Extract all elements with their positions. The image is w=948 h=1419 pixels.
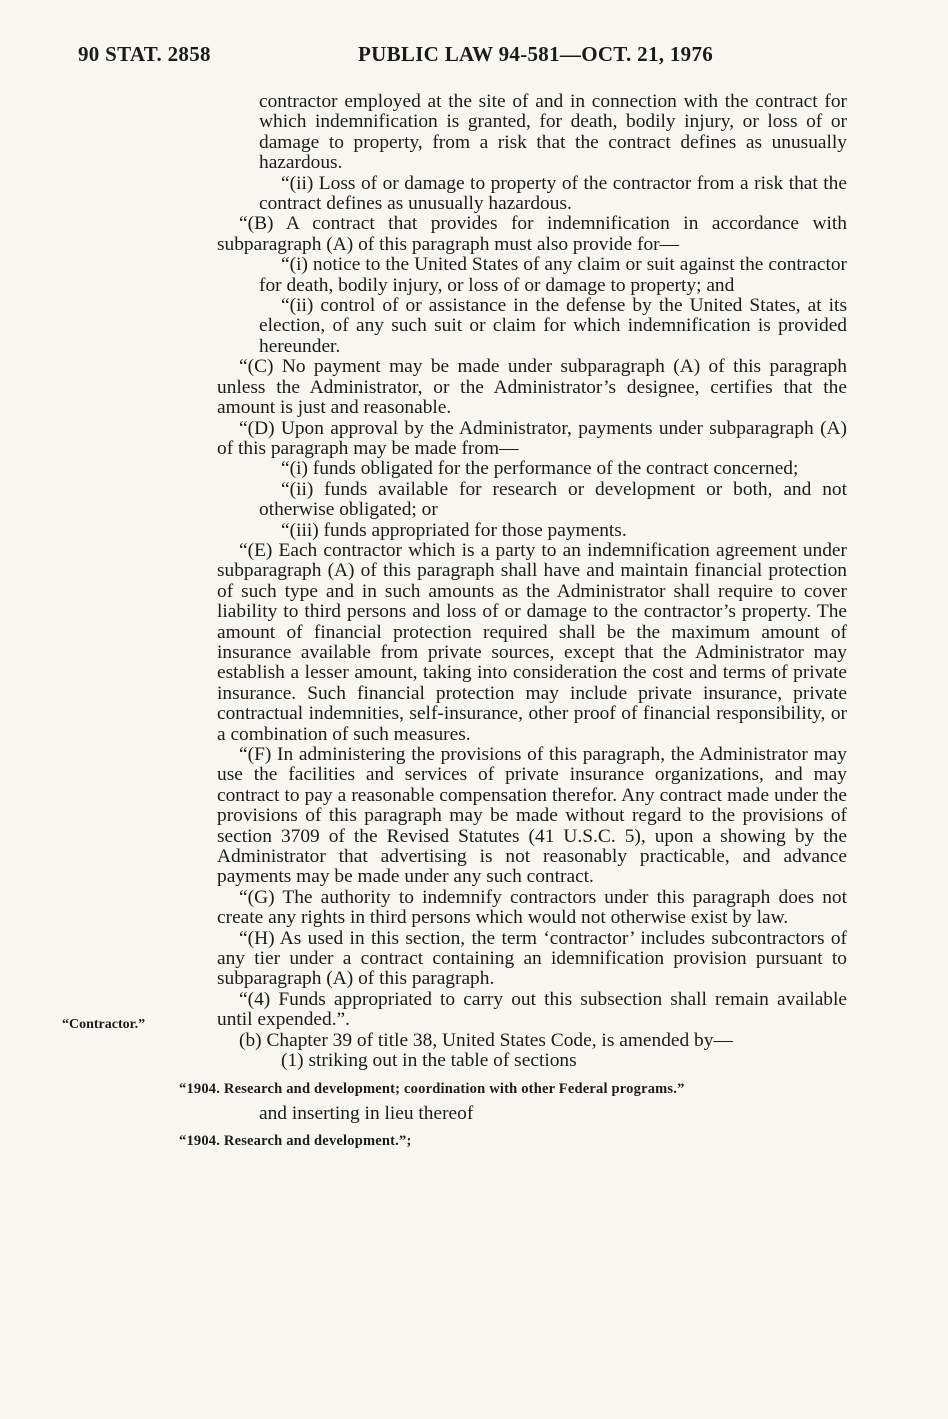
paragraph: “(H) As used in this section, the term ‘contractor’ includes subcontractors of any tier under a contract containing an idemnification provision pursuant to subparagraph (A) of this paragraph. [217,927,847,990]
paragraph: “(iii) funds appropriated for those payments. [281,519,627,541]
paragraph: “(C) No payment may be made under subparagraph (A) of this paragraph unless the Administrator, or the Administrator’s designee, certifies that the amount is just and reasonable. [217,356,847,419]
paragraph: “(ii) Loss of or damage to property of the contractor from a risk that the contract defines as unusually hazardous. [259,172,847,215]
table-entry-new: “1904. Research and development.”; [179,1132,412,1149]
paragraph: contractor employed at the site of and in connection with the contract for which indemnification is granted, for death, bodily injury, or loss of or damage to property, from a risk that the contract defines as unusually hazardous. [259,91,847,174]
paragraph: “(E) Each contractor which is a party to an indemnification agreement under subparagraph (A) of this paragraph shall have and maintain financial protection of such type and in such amounts as the Administrator shall require to cover liability to third persons and loss of or damage to the contractor’s property. The amount of financial protection required shall be the maximum amount of insurance available from private sources, except that the Administrator may establish a lesser amount, taking into consideration the cost and terms of private insurance. Such financial protection may include private insurance, private contractual indemnities, self-insurance, other proof of financial responsibility, or a combination of such measures. [217,539,847,745]
paragraph: “(F) In administering the provisions of this paragraph, the Administrator may use the facilities and services of private insurance organizations, and may contract to pay a reasonable compensation therefor. Any contract made under the provisions of this paragraph may be made without regard to the provisions of section 3709 of the Revised Statutes (41 U.S.C. 5), upon a showing by the Administrator that advertising is not reasonably practicable, and advance payments may be made under any such contract. [217,744,847,888]
paragraph: “(ii) funds available for research or development or both, and not otherwise obligated; or [259,478,847,521]
paragraph: “(G) The authority to indemnify contractors under this paragraph does not create any rights in third persons which would not otherwise exist by law. [217,886,847,929]
body-text [179,91,847,1156]
paragraph: “(ii) control of or assistance in the defense by the United States, at its election, of any such suit or claim for which indemnification is provided hereunder. [259,295,847,357]
paragraph: “(i) funds obligated for the performance of the contract concerned; [281,458,799,480]
paragraph: “(4) Funds appropriated to carry out this subsection shall remain available until expended.”. [217,988,847,1031]
paragraph: “(D) Upon approval by the Administrator, payments under subparagraph (A) of this paragraph may be made from— [217,417,847,459]
margin-note-contractor: “Contractor.” [62,1017,146,1032]
inserting-line: and inserting in lieu thereof [259,1102,474,1124]
page-header [78,42,888,70]
public-law-title: PUBLIC LAW 94-581—OCT. 21, 1976 [358,42,714,66]
paragraph: (b) Chapter 39 of title 38, United States Code, is amended by— [239,1029,733,1051]
table-entry-old: “1904. Research and development; coordination with other Federal programs.” [179,1080,685,1097]
statute-page-number: 90 STAT. 2858 [78,42,211,66]
paragraph: “(B) A contract that provides for indemnification in accordance with subparagraph (A) of this paragraph must also provide for— [217,213,847,255]
paragraph: “(i) notice to the United States of any claim or suit against the contractor for death, bodily injury, or loss of or damage to property; and [259,254,847,296]
paragraph: (1) striking out in the table of sections [281,1050,577,1072]
